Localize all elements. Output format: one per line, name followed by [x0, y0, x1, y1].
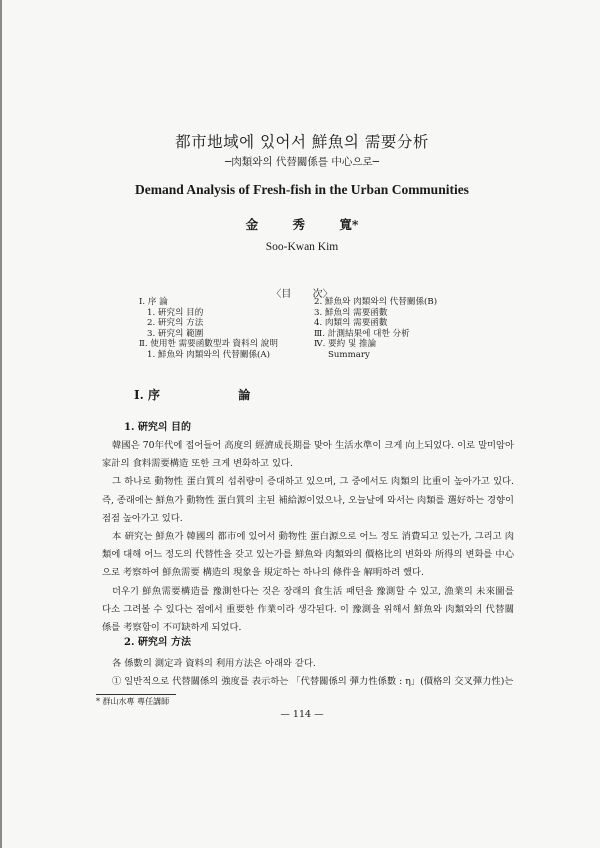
- subsection-heading: 2. 硏究의 方法: [124, 637, 192, 648]
- toc-item: Ⅲ. 計測結果에 대한 分析: [314, 328, 410, 339]
- toc-item: 1. 硏究의 目的: [147, 307, 204, 318]
- toc-item: Ⅳ. 要約 및 推論: [314, 339, 377, 350]
- author-korean: 金 秀 寬*: [245, 217, 359, 232]
- section-label: 序: [147, 388, 160, 402]
- footnote-rule: [96, 694, 176, 695]
- title-korean: 都市地域에 있어서 鮮魚의 需要分析: [175, 133, 429, 151]
- subtitle-korean: ─肉類와의 代替關係를 中心으로─: [224, 156, 380, 168]
- toc-left-column: [139, 297, 278, 361]
- footnote: * 群山水專 專任講師: [96, 697, 170, 706]
- toc-item: 2. 硏究의 方法: [147, 318, 204, 329]
- toc-item: 3. 鮮魚의 需要函數: [314, 307, 388, 318]
- toc-item: 4. 肉類의 需要函數: [314, 318, 388, 329]
- toc-item: 3. 硏究의 範圍: [147, 328, 204, 339]
- body-text: [102, 437, 514, 637]
- toc-item: Ⅰ. 序 論: [139, 297, 168, 307]
- toc-heading: 〈目 次〉: [271, 289, 333, 300]
- section-heading: [134, 386, 250, 403]
- section-label-2: 論: [238, 388, 251, 402]
- paragraph: 本 硏究는 鮮魚가 韓國의 都市에 있어서 動物性 蛋白源으로 어느 정도 消費되고 있는가, 그리고 肉類에 대해 어느 정도의 代替性을 갖고 있는가를 鮮魚와 肉類와의 價格比의 변화와 所得의 변화를 中心으로 考察하여 鮮魚需要 構造의 現象을 規定하는 하나의 條件을 解明하려 했다.: [102, 531, 514, 579]
- toc-right-column: [314, 297, 437, 361]
- subsection-heading: 1. 硏究의 目的: [124, 422, 192, 433]
- paragraph: 各 係數의 測定과 資料의 利用方法은 아래와 같다.: [112, 658, 316, 669]
- paragraph: 더우기 鮮魚需要構造를 豫測한다는 것은 장래의 食生活 패턴을 豫測할 수 있고, 漁業의 未來圖를 다소 그려볼 수 있다는 점에서 重要한 作業이라 생각된다. 이 豫測을 위해서 鮮魚와 肉類와의 代替關係를 考察함이 不可缺하게 되었다.: [102, 585, 514, 634]
- paragraph: ① 일반적으로 代替關係의 強度를 表示하는 「代替關係의 彈力性係數 : η」(價格의 交叉彈力性)는: [112, 676, 514, 688]
- paragraph: 韓國은 70年代에 접어들어 高度의 經濟成長期를 맞아 生活水準이 크게 向上되었다. 이로 말미암아 家計의 食料需要構造 또한 크게 변화하고 있다.: [102, 440, 514, 470]
- paragraph: 그 하나로 動物性 蛋白質의 섭취량이 증대하고 있으며, 그 중에서도 肉類의 比重이 높아가고 있다. 즉, 종래에는 鮮魚가 動物性 蛋白質의 主된 補給源이었으나, 오늘날에 와서는 肉類를 選好하는 경향이 점점 높아가고 있다.: [102, 476, 514, 524]
- section-number: Ⅰ.: [134, 388, 144, 402]
- title-english: Demand Analysis of Fresh-fish in the Urban Communities: [135, 182, 469, 197]
- page-number: — 114 —: [280, 709, 324, 720]
- toc-item: Summary: [328, 349, 370, 360]
- body-text: [102, 655, 514, 691]
- toc-item: 2. 鮮魚와 肉類와의 代替關係(B): [314, 297, 438, 307]
- toc-item: Ⅱ. 使用한 需要函數型과 資料의 說明: [139, 339, 278, 350]
- toc-item: 1. 鮮魚와 肉類와의 代替關係(A): [147, 349, 270, 360]
- author-english: Soo-Kwan Kim: [265, 241, 339, 253]
